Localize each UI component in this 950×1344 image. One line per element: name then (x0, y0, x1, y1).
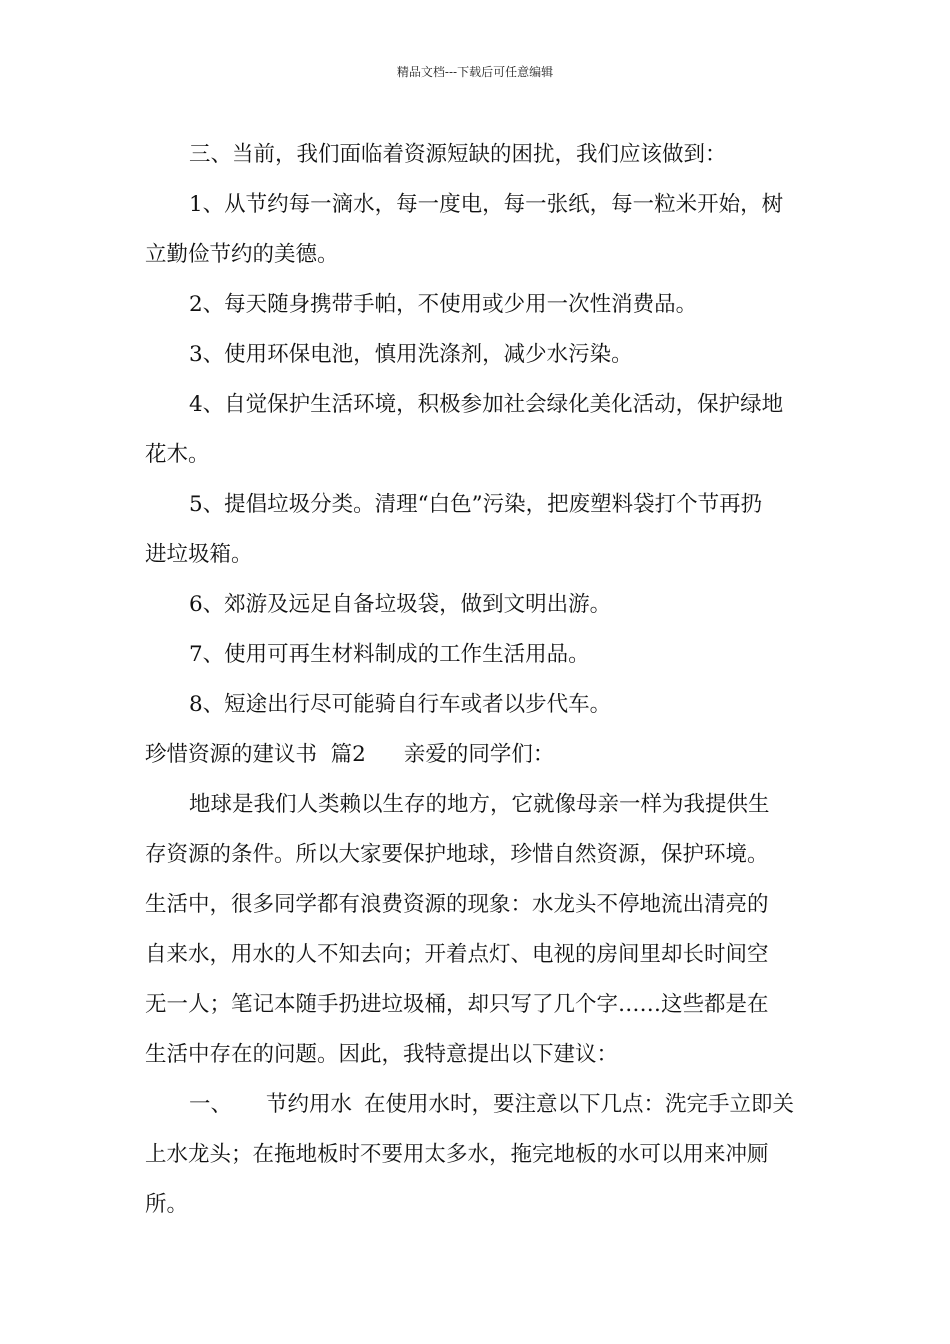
document-body (145, 130, 807, 1230)
paragraph-line: 花木。 (145, 442, 210, 467)
paragraph-line: 自来水，用水的人不知去向；开着点灯、电视的房间里却长时间空 (145, 942, 769, 967)
paragraph-line: 所。 (145, 1192, 189, 1217)
page-header: 精品文档---下载后可任意编辑 (396, 65, 554, 79)
paragraph-line: 上水龙头；在拖地板时不要用太多水，拖完地板的水可以用来冲厕 (145, 1142, 769, 1167)
greeting: 亲爱的同学们： (403, 742, 555, 767)
section-heading (145, 730, 807, 780)
paragraph-line: 2、每天随身携带手帕，不使用或少用一次性消费品。 (189, 292, 698, 317)
paragraph-line: 1、从节约每一滴水，每一度电，每一张纸，每一粒米开始，树 (189, 192, 784, 217)
item-one-line (145, 1080, 807, 1130)
item-number: 一、 (189, 1092, 233, 1117)
item-title: 节约用水 (266, 1092, 353, 1117)
paragraph-line: 5、提倡垃圾分类。清理“白色”污染，把废塑料袋打个节再扔 (189, 492, 763, 517)
paragraph-line: 存资源的条件。所以大家要保护地球，珍惜自然资源，保护环境。 (145, 842, 769, 867)
paragraph-line: 8、短途出行尽可能骑自行车或者以步代车。 (189, 692, 612, 717)
paragraph-line: 7、使用可再生材料制成的工作生活用品。 (189, 642, 590, 667)
paragraph-line: 进垃圾箱。 (145, 542, 253, 567)
paragraph-line: 生活中，很多同学都有浪费资源的现象：水龙头不停地流出清亮的 (145, 892, 769, 917)
paragraph-line: 立勤俭节约的美德。 (145, 242, 339, 267)
paragraph-line: 4、自觉保护生活环境，积极参加社会绿化美化活动，保护绿地 (189, 392, 784, 417)
paragraph-line: 无一人；笔记本随手扔进垃圾桶，却只写了几个字……这些都是在 (145, 992, 769, 1017)
section-title: 珍惜资源的建议书 篇2 (145, 742, 366, 767)
paragraph-line: 6、郊游及远足自备垃圾袋，做到文明出游。 (189, 592, 612, 617)
paragraph-line: 三、当前，我们面临着资源短缺的困扰，我们应该做到： (189, 142, 727, 167)
item-text: 在使用水时，要注意以下几点：洗完手立即关 (364, 1092, 795, 1117)
paragraph-line: 生活中存在的问题。因此，我特意提出以下建议： (145, 1042, 619, 1067)
paragraph-line: 地球是我们人类赖以生存的地方，它就像母亲一样为我提供生 (189, 792, 770, 817)
paragraph-line: 3、使用环保电池，慎用洗涤剂，减少水污染。 (189, 342, 633, 367)
